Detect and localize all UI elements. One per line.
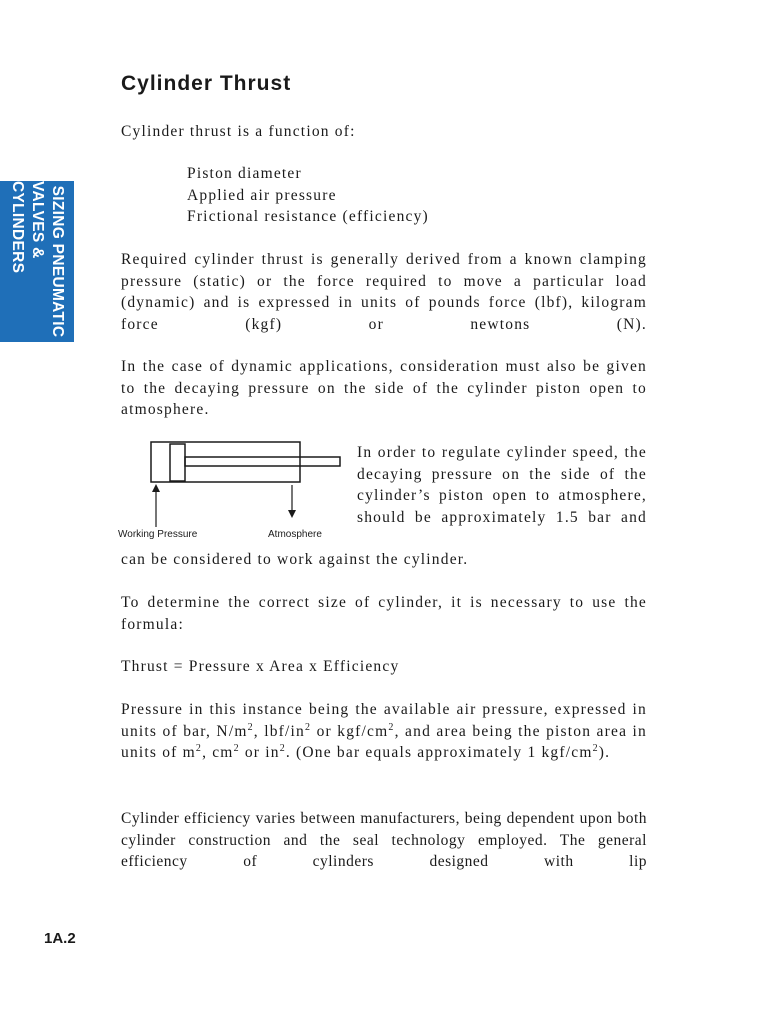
paragraph-pressure-units: Pressure in this instance being the available air pressure, expressed in units of bar, $N/m^2$, lbf/$in^2$ or kgf/$cm^2$, and area being the piston area in units of $m^2$, $cm^2$ or $in^2$. (One bar equals approximately 1 kgf/$cm^2$). xyxy=(121,701,647,761)
paragraph-cylinder-efficiency: Cylinder efficiency varies between manufacturers, being dependent upon both cylinder construction and the seal technology employed. The general efficiency of cylinders designed with lip xyxy=(121,810,647,870)
page-number: 1A.2 xyxy=(44,930,76,947)
section-tab-line-2: VALVES & CYLINDERS xyxy=(9,181,46,274)
thrust-formula: Thrust = Pressure x Area x Efficiency xyxy=(121,658,400,675)
paragraph-regulate-speed: In order to regulate cylinder speed, the decaying pressure on the side of the cylinder’s piston open to atmosphere, should be approximately 1.5 bar and xyxy=(357,444,647,526)
list-item: Applied air pressure xyxy=(187,186,337,204)
section-tab-text xyxy=(0,181,74,342)
paragraph-determine-size: To determine the correct size of cylinder, it is necessary to use the formula: xyxy=(121,594,647,633)
intro-text: Cylinder thrust is a function of: xyxy=(121,123,356,140)
atmosphere-label: Atmosphere xyxy=(268,529,322,540)
list-item: Frictional resistance (efficiency) xyxy=(187,208,429,225)
working-pressure-label: Working Pressure xyxy=(118,529,198,540)
thrust-factors-list xyxy=(187,163,429,228)
paragraph-regulate-continued: can be considered to work against the cylinder. xyxy=(121,551,469,568)
paragraph-required-thrust: Required cylinder thrust is generally derived from a known clamping pressure (static) or the force required to move a particular load (dynamic) and is expressed in units of pounds force (lbf), kilogram force (kgf) or newtons (N). xyxy=(121,251,647,333)
section-tab-line-1: SIZING PNEUMATIC xyxy=(49,185,66,338)
page-title: Cylinder Thrust xyxy=(121,72,292,95)
section-tab xyxy=(0,181,74,342)
paragraph-dynamic-applications: In the case of dynamic applications, consideration must also be given to the decaying pressure on the side of the cylinder piston open to atmosphere. xyxy=(121,358,647,418)
cylinder-diagram xyxy=(118,436,348,546)
list-item: Piston diameter xyxy=(187,165,302,182)
